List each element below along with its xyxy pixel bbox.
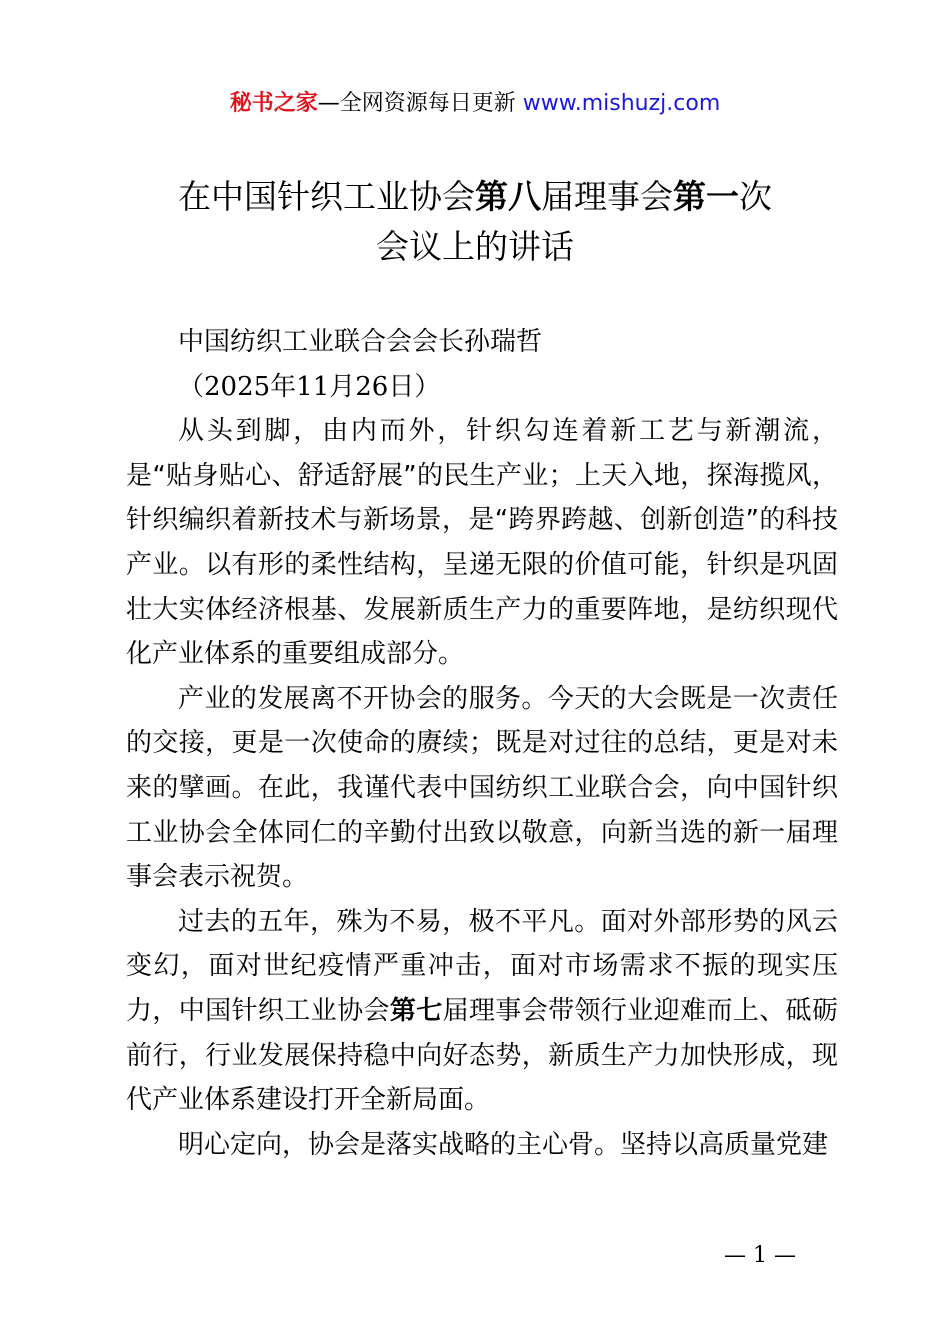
page-number: — 1 — [724, 1243, 796, 1268]
title-line-1: 在中国针织工业协会第八届理事会第一次 [178, 177, 772, 216]
author-line: 中国纺织工业联合会会长孙瑞哲 [178, 327, 543, 357]
paragraph-3: 过去的五年，殊为不易，极不平凡。面对外部形势的风云变幻，面对世纪疫情严重冲击，面对市场需求不振的现实压力，中国针织工业协会第七届理事会带领行业迎难而上、砥砺前行，行业发展保持稳中向好态势，新质生产力加快形成，现代产业体系建设打开全新局面。 [126, 906, 838, 1116]
document-title [0, 172, 950, 272]
site-url-link[interactable]: www.mishuzj.com [522, 91, 721, 116]
site-tagline: —全网资源每日更新 [317, 91, 523, 116]
title-line-2: 会议上的讲话 [376, 227, 574, 266]
document-body [126, 320, 838, 1167]
site-brand: 秘书之家 [229, 91, 318, 116]
paragraph-2: 产业的发展离不开协会的服务。今天的大会既是一次责任的交接，更是一次使命的赓续；既是对过往的总结，更是对未来的擘画。在此，我谨代表中国纺织工业联合会，向中国针织工业协会全体同仁的辛勤付出致以敬意，向新当选的新一届理事会表示祝贺。 [126, 683, 838, 893]
site-header [0, 86, 950, 122]
date-line: （2025年11月26日） [178, 371, 441, 402]
paragraph-4: 明心定向，协会是落实战略的主心骨。坚持以高质量党建 [178, 1129, 829, 1160]
paragraph-1: 从头到脚，由内而外，针织勾连着新工艺与新潮流，是“贴身贴心、舒适舒展”的民生产业；上天入地，探海揽风，针织编织着新技术与新场景，是“跨界跨越、创新创造”的科技产业。以有形的柔性结构，呈递无限的价值可能，针织是巩固壮大实体经济根基、发展新质生产力的重要阵地，是纺织现代化产业体系的重要组成部分。 [126, 416, 838, 670]
